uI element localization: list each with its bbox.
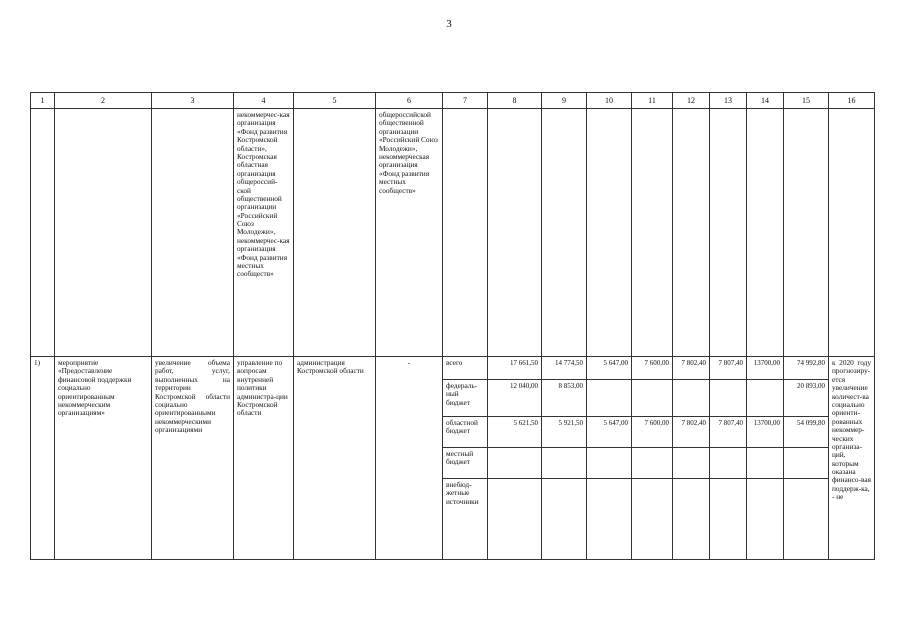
dash-cell: - [376,357,443,560]
header-cell: 1 [31,93,55,109]
table-cell [747,109,784,357]
table-cell [673,109,710,357]
value-cell [784,448,829,479]
value-cell [673,479,710,560]
table-cell [784,109,829,357]
value-cell [632,448,673,479]
header-cell: 5 [294,93,376,109]
value-cell [542,479,587,560]
table-cell [829,109,875,357]
table-cell [294,109,376,357]
value-cell: 5 647,00 [587,417,632,448]
value-cell [747,479,784,560]
value-cell: 17 661,50 [488,357,542,380]
responsible-executor: управление по вопросам внутренней политики администра-ции Костромской области [234,357,294,560]
value-cell [784,479,829,560]
header-cell: 10 [587,93,632,109]
value-cell: 74 992,80 [784,357,829,380]
header-cell: 6 [376,93,443,109]
value-cell [710,448,747,479]
value-cell: 7 600,00 [632,417,673,448]
indicator: увеличение объема работ, услуг, выполненных на территории Костромской области социально ориентированными некоммерческими организациями [152,357,234,560]
value-cell [542,448,587,479]
header-cell: 11 [632,93,673,109]
header-cell: 16 [829,93,875,109]
value-cell: 13700,00 [747,357,784,380]
value-cell [710,479,747,560]
value-cell: 20 893,00 [784,380,829,417]
header-cell: 14 [747,93,784,109]
table-cell [632,109,673,357]
value-cell [632,479,673,560]
table-cell [443,109,488,357]
table-cell [710,109,747,357]
source-name: областной бюджет [443,417,488,448]
value-cell: 7 807,40 [710,417,747,448]
table-cell [31,109,55,357]
value-cell: 7 600,00 [632,357,673,380]
value-cell: 5 621,50 [488,417,542,448]
value-cell [673,448,710,479]
header-cell: 15 [784,93,829,109]
table-cell [55,109,152,357]
value-cell: 7 802,40 [673,417,710,448]
header-cell: 9 [542,93,587,109]
value-cell [632,380,673,417]
value-cell [747,380,784,417]
value-cell: 7 802,40 [673,357,710,380]
continuation-row [31,109,875,357]
header-cell: 4 [234,93,294,109]
value-cell: 54 099,80 [784,417,829,448]
participant: администрация Костромской области [294,357,376,560]
header-cell: 12 [673,93,710,109]
continuation-col4: некоммерчес-кая организация «Фонд развития Костромской области», Костромская областная организация общероссий-ской общественной организации «Российский Союз Молодежи», некоммерчес-кая организация «Фонд развития местных сообществ» [234,109,294,357]
source-name: внебюд-жетные источники [443,479,488,560]
value-cell [587,380,632,417]
header-cell: 3 [152,93,234,109]
header-cell: 2 [55,93,152,109]
value-cell: 14 774,50 [542,357,587,380]
measure-name: мероприятие «Предоставление финансовой поддержки социально ориентированным некоммерческим организациям» [55,357,152,560]
value-cell [747,448,784,479]
value-cell [587,448,632,479]
header-cell: 13 [710,93,747,109]
source-name: федераль-ный бюджет [443,380,488,417]
value-cell [710,380,747,417]
source-name: всего [443,357,488,380]
value-cell [673,380,710,417]
continuation-col6: общероссийской общественной организации «Российский Союз Молодежи», некоммерческая организация «Фонд развития местных сообществ» [376,109,443,357]
header-cell: 7 [443,93,488,109]
table-row [31,357,875,380]
table-cell [488,109,542,357]
header-cell: 8 [488,93,542,109]
table-cell [542,109,587,357]
table-cell [587,109,632,357]
value-cell: 13700,00 [747,417,784,448]
source-name: местный бюджет [443,448,488,479]
expected-result: к 2020 году прогнозиру-ется увеличение количест-ва социально ориенти-рованных некоммер-ческих организа-ций, которым оказана финансо-вая поддерж-ка, - не [829,357,875,560]
value-cell [488,479,542,560]
program-table [30,92,875,560]
value-cell: 12 040,00 [488,380,542,417]
page-number: 3 [446,18,452,30]
table-cell [152,109,234,357]
value-cell [488,448,542,479]
value-cell: 7 807,40 [710,357,747,380]
value-cell: 5 921,50 [542,417,587,448]
value-cell [587,479,632,560]
value-cell: 8 853,00 [542,380,587,417]
value-cell: 5 647,00 [587,357,632,380]
header-row [31,93,875,109]
row-number: 1) [31,357,55,560]
